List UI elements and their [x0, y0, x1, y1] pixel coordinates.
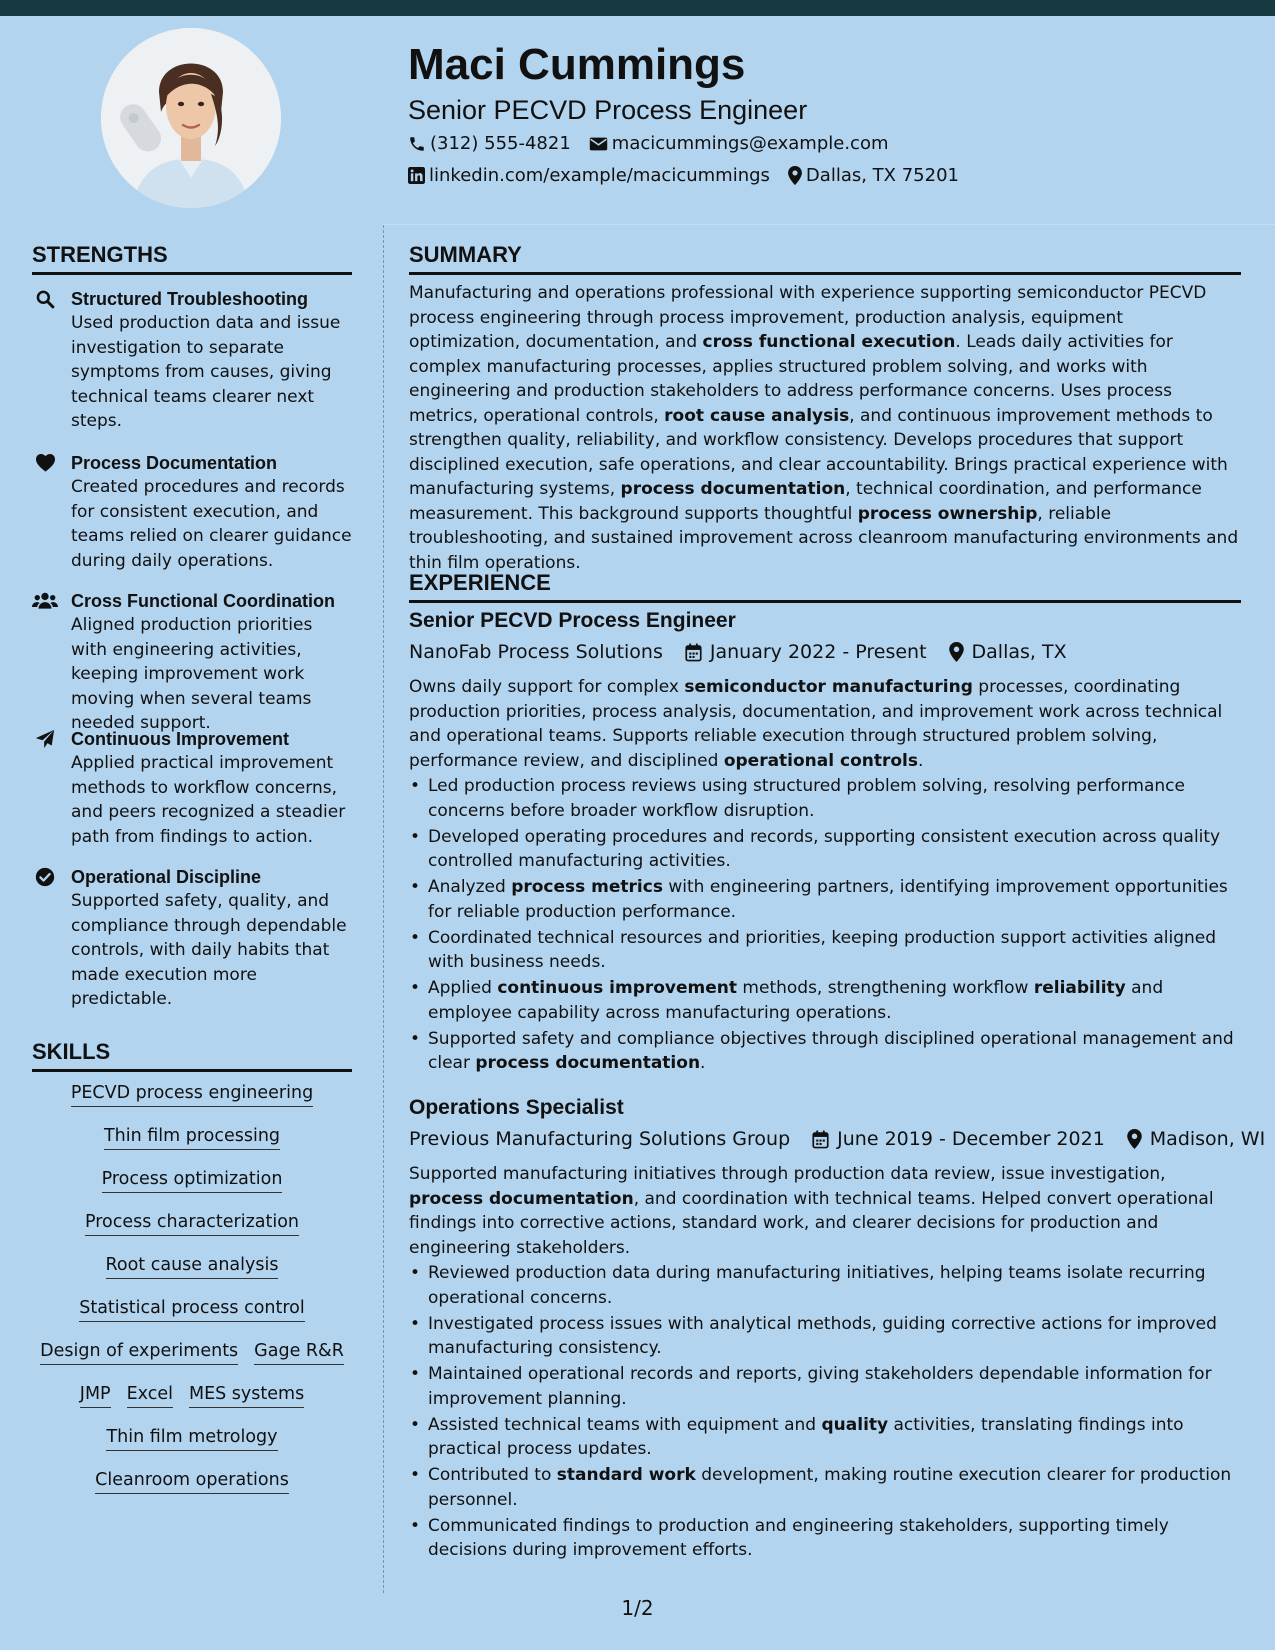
- strength-title: Continuous Improvement: [71, 729, 290, 749]
- bullet-item: • Reviewed production data during manufacturing initiatives, helping teams isolate recurring operational concerns.: [409, 1261, 1241, 1310]
- skills-row: [32, 1427, 352, 1451]
- job-location: Dallas, TX: [971, 641, 1067, 663]
- bullet-item: • Communicated findings to production and engineering stakeholders, supporting timely decisions during improvement efforts.: [409, 1514, 1241, 1563]
- strength-title: Cross Functional Coordination: [71, 591, 335, 611]
- bullet-item: • Contributed to standard work development, making routine execution clearer for production personnel.: [409, 1463, 1241, 1512]
- strength-item: [32, 451, 352, 573]
- job-bullets: [409, 774, 1241, 1077]
- job-meta: [409, 641, 1067, 663]
- strengths-heading: STRENGTHS: [32, 242, 352, 275]
- job-dates: January 2022 - Present: [709, 641, 927, 663]
- skills-row: [32, 1212, 352, 1236]
- skill-tag: Excel: [127, 1384, 173, 1408]
- skill-tag: Gage R&R: [254, 1341, 344, 1365]
- page-number: 1/2: [621, 1596, 654, 1620]
- skills-row: [32, 1126, 352, 1150]
- profile-photo: [101, 28, 281, 208]
- skills-row: [32, 1298, 352, 1322]
- bullet-item: • Investigated process issues with analytical methods, guiding corrective actions for improved manufacturing consistency.: [409, 1312, 1241, 1361]
- skill-tag: Design of experiments: [40, 1341, 238, 1365]
- skill-tag: Cleanroom operations: [95, 1470, 289, 1494]
- calendar-icon: [685, 643, 702, 662]
- summary-text: Manufacturing and operations professional with experience supporting semiconductor PECVD process engineering through process improvement, production analysis, equipment optimization, documentation, and cross functional execution. Leads daily activities for complex manufacturing processes, applies structured problem solving, and works with engineering and production stakeholders to address performance concerns. Uses process metrics, operational controls, root cause analysis, and continuous improvement methods to strengthen quality, reliability, and workflow consistency. Develops procedures that support disciplined execution, safe operations, and clear accountability. Brings practical experience with manufacturing systems, process documentation, technical coordination, and performance measurement. This background supports thoughtful process ownership, reliable troubleshooting, and sustained improvement across cleanroom manufacturing environments and thin film operations.: [409, 283, 1239, 573]
- strength-desc: Aligned production priorities with engineering activities, keeping improvement work moving when several teams needed support.: [71, 615, 313, 733]
- phone-icon: [408, 135, 426, 153]
- job-company: NanoFab Process Solutions: [409, 641, 663, 663]
- contact-row-2: [408, 165, 977, 186]
- skills-row: [32, 1169, 352, 1193]
- summary-heading: SUMMARY: [409, 242, 1241, 275]
- strength-title: Structured Troubleshooting: [71, 289, 308, 309]
- top-bar: [0, 0, 1275, 16]
- bullet-item: • Analyzed process metrics with engineering partners, identifying improvement opportunities for reliable production performance.: [409, 875, 1241, 924]
- skill-tag: Thin film processing: [104, 1126, 280, 1150]
- experience-heading: EXPERIENCE: [409, 570, 1241, 603]
- map-pin-icon: [788, 166, 802, 185]
- linkedin-icon: [408, 167, 425, 184]
- skills-heading: SKILLS: [32, 1039, 352, 1072]
- map-pin-icon: [1127, 1129, 1142, 1149]
- skills-row: [32, 1470, 352, 1494]
- bullet-item: • Maintained operational records and reports, giving stakeholders dependable information for improvement planning.: [409, 1362, 1241, 1411]
- linkedin-item: [408, 165, 770, 186]
- bullet-item: • Led production process reviews using structured problem solving, resolving performance concerns before broader workflow disruption.: [409, 774, 1241, 823]
- calendar-icon: [812, 1130, 829, 1149]
- job-meta: [409, 1128, 1265, 1150]
- job-title: Senior PECVD Process Engineer: [409, 609, 736, 632]
- candidate-name: Maci Cummings: [408, 40, 746, 89]
- skill-tag: Process optimization: [102, 1169, 283, 1193]
- location-text: Dallas, TX 75201: [805, 165, 959, 186]
- header-divider: [383, 224, 1275, 225]
- email-link[interactable]: macicummings@example.com: [611, 133, 889, 154]
- bullet-item: • Supported safety and compliance objectives through disciplined operational management and clear process documentation.: [409, 1027, 1241, 1076]
- skills-row: [32, 1255, 352, 1279]
- map-pin-icon: [949, 642, 964, 662]
- strength-title: Process Documentation: [71, 453, 278, 473]
- paper-plane-icon: [35, 729, 55, 749]
- phone-text[interactable]: (312) 555-4821: [430, 133, 571, 154]
- envelope-icon: [589, 136, 608, 152]
- bullet-item: • Assisted technical teams with equipment and quality activities, translating findings into practical process updates.: [409, 1413, 1241, 1462]
- job-bullets: [409, 1261, 1241, 1564]
- linkedin-link[interactable]: linkedin.com/example/macicummings: [429, 165, 770, 186]
- bullet-item: • Developed operating procedures and records, supporting consistent execution across quality controlled manufacturing activities.: [409, 825, 1241, 874]
- skill-tag: Statistical process control: [79, 1298, 305, 1322]
- job-description: Supported manufacturing initiatives through production data review, issue investigation, process documentation, and coordination with technical teams. Helped convert operational findings into corrective actions, standard work, and clearer decisions for production and engineering stakeholders.: [409, 1164, 1214, 1258]
- phone-item: [408, 133, 571, 154]
- job-title: Operations Specialist: [409, 1096, 624, 1119]
- skill-tag: MES systems: [189, 1384, 304, 1408]
- job-location: Madison, WI: [1149, 1128, 1266, 1150]
- heart-icon: [35, 453, 56, 472]
- search-icon: [35, 289, 55, 309]
- bullet-item: • Applied continuous improvement methods, strengthening workflow reliability and employee capability across manufacturing operations.: [409, 976, 1241, 1025]
- skill-tag: JMP: [80, 1384, 111, 1408]
- candidate-title: Senior PECVD Process Engineer: [408, 95, 808, 125]
- strength-item: [32, 589, 352, 736]
- bullet-item: • Coordinated technical resources and priorities, keeping production support activities aligned with business needs.: [409, 926, 1241, 975]
- check-circle-icon: [35, 867, 55, 887]
- strength-title: Operational Discipline: [71, 867, 262, 887]
- job-description: Owns daily support for complex semiconductor manufacturing processes, coordinating production priorities, process analysis, documentation, and improvement work across technical and operational teams. Supports reliable execution through structured problem solving, performance review, and disciplined operational controls.: [409, 677, 1223, 771]
- skill-tag: Process characterization: [85, 1212, 299, 1236]
- location-item: [788, 165, 959, 186]
- skills-row: [32, 1083, 352, 1107]
- contact-row-1: [408, 133, 907, 154]
- strength-desc: Applied practical improvement methods to workflow concerns, and peers recognized a steadier path from findings to action.: [71, 753, 346, 847]
- skill-tag: PECVD process engineering: [71, 1083, 313, 1107]
- strength-item: [32, 865, 352, 1012]
- skill-tag: Root cause analysis: [106, 1255, 279, 1279]
- skill-tag: Thin film metrology: [106, 1427, 277, 1451]
- strength-desc: Used production data and issue investigation to separate symptoms from causes, giving technical teams clearer next steps.: [71, 313, 341, 431]
- skills-row: [32, 1384, 352, 1408]
- job-dates: June 2019 - December 2021: [837, 1128, 1105, 1150]
- email-item: [589, 133, 889, 154]
- strength-item: [32, 727, 352, 849]
- strength-desc: Created procedures and records for consistent execution, and teams relied on clearer guidance during daily operations.: [71, 477, 352, 571]
- users-icon: [32, 591, 58, 610]
- strength-desc: Supported safety, quality, and compliance through dependable controls, with daily habits that made execution more predictable.: [71, 891, 347, 1009]
- strength-item: [32, 287, 352, 434]
- job-company: Previous Manufacturing Solutions Group: [409, 1128, 791, 1150]
- column-divider: [383, 225, 384, 1593]
- skills-row: [32, 1341, 352, 1365]
